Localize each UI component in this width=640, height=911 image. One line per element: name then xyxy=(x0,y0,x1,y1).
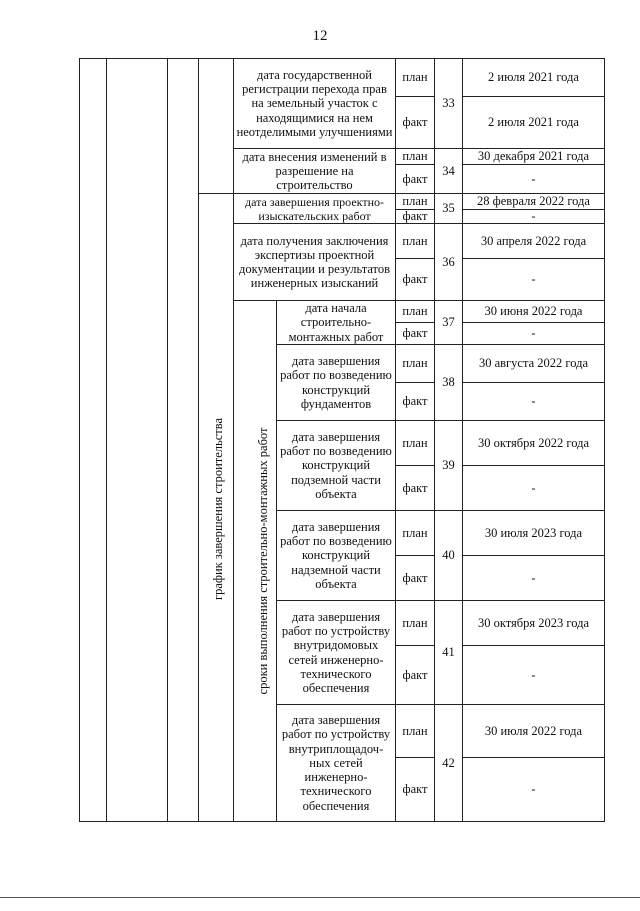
item-label: дата получения заключения экспертизы проектной документации и результатов инженерных изысканий xyxy=(239,233,390,291)
item-label: дата внесения изменений в разрешение на строительство xyxy=(242,149,387,193)
fact-date: - xyxy=(531,209,536,224)
plan-label: план xyxy=(402,194,428,209)
page-bottom-rule xyxy=(0,897,640,898)
item-number: 36 xyxy=(442,254,455,269)
item-label: дата начала строительно-монтажных работ xyxy=(288,301,384,344)
fact-label: факт xyxy=(402,171,428,186)
fact-date: - xyxy=(531,570,536,585)
fact-label: факт xyxy=(402,394,428,409)
fact-date: - xyxy=(531,394,536,409)
fact-date: - xyxy=(531,667,536,682)
fact-date: - xyxy=(531,272,536,287)
item-number: 39 xyxy=(442,458,455,473)
fact-date: - xyxy=(531,326,536,341)
plan-date: 30 июля 2023 года xyxy=(484,525,583,540)
plan-label: план xyxy=(402,149,428,164)
fact-date: - xyxy=(531,480,536,495)
page-number: 12 xyxy=(312,28,328,44)
fact-date: - xyxy=(531,782,536,797)
table-border-bottom xyxy=(79,821,605,822)
plan-date: 2 июля 2021 года xyxy=(488,70,579,85)
table-border-left xyxy=(79,58,80,821)
plan-label: план xyxy=(402,356,428,371)
plan-date: 28 февраля 2022 года xyxy=(477,194,590,209)
item-label: дата завершения работ по возведению конструкций надземной части объекта xyxy=(280,519,392,591)
plan-date: 30 октября 2022 года xyxy=(477,435,590,450)
fact-label: факт xyxy=(402,272,428,287)
plan-date: 30 декабря 2021 года xyxy=(477,149,590,164)
item-number: 38 xyxy=(442,375,455,390)
fact-date: 2 июля 2021 года xyxy=(488,115,579,130)
empty-column-divider xyxy=(106,58,107,821)
fact-label: факт xyxy=(402,209,428,224)
item-label: дата завершения работ по возведению конструкций фундаментов xyxy=(280,354,392,411)
plan-label: план xyxy=(402,615,428,630)
plan-label: план xyxy=(402,435,428,450)
item-number: 41 xyxy=(442,645,455,660)
plan-label: план xyxy=(402,70,428,85)
item-number: 40 xyxy=(442,548,455,563)
fact-label: факт xyxy=(402,570,428,585)
fact-label: факт xyxy=(402,782,428,797)
fact-label: факт xyxy=(402,480,428,495)
plan-date: 30 октября 2023 года xyxy=(477,615,590,630)
plan-date: 30 августа 2022 года xyxy=(478,356,589,371)
plan-label: план xyxy=(402,723,428,738)
item-label: дата завершения работ по устройству внутриплощадоч-ных сетей инженерно-технического обеспечения xyxy=(281,713,391,813)
plan-label: план xyxy=(402,304,428,319)
plan-label: план xyxy=(402,525,428,540)
plan-date: 30 апреля 2022 года xyxy=(480,233,587,248)
fact-label: факт xyxy=(402,115,428,130)
item-label: дата завершения проектно-изыскательских работ xyxy=(245,194,384,223)
plan-date: 30 июня 2022 года xyxy=(484,304,583,319)
item-label: дата завершения работ по устройству внутридомовых сетей инженерно-технического обеспечения xyxy=(281,609,391,695)
item-number: 34 xyxy=(442,163,455,178)
fact-label: факт xyxy=(402,326,428,341)
fact-date: - xyxy=(531,171,536,186)
empty-column-divider xyxy=(198,58,199,821)
plan-date: 30 июля 2022 года xyxy=(484,723,583,738)
item-label: дата завершения работ по возведению конструкций подземной части объекта xyxy=(280,429,392,501)
plan-label: план xyxy=(402,233,428,248)
item-number: 33 xyxy=(442,96,455,111)
item-number: 37 xyxy=(442,315,455,330)
fact-label: факт xyxy=(402,667,428,682)
installation-terms-label: сроки выполнения строительно-монтажных работ xyxy=(255,427,270,695)
empty-column-divider xyxy=(167,58,168,821)
item-number: 42 xyxy=(442,755,455,770)
item-label: дата государственной регистрации перехода прав на земельный участок с находящимися на нем неотделимыми улучшениями xyxy=(236,67,393,139)
construction-schedule-label: график завершения строительства xyxy=(210,417,225,601)
item-number: 35 xyxy=(442,201,455,216)
table-border-right xyxy=(604,58,605,821)
